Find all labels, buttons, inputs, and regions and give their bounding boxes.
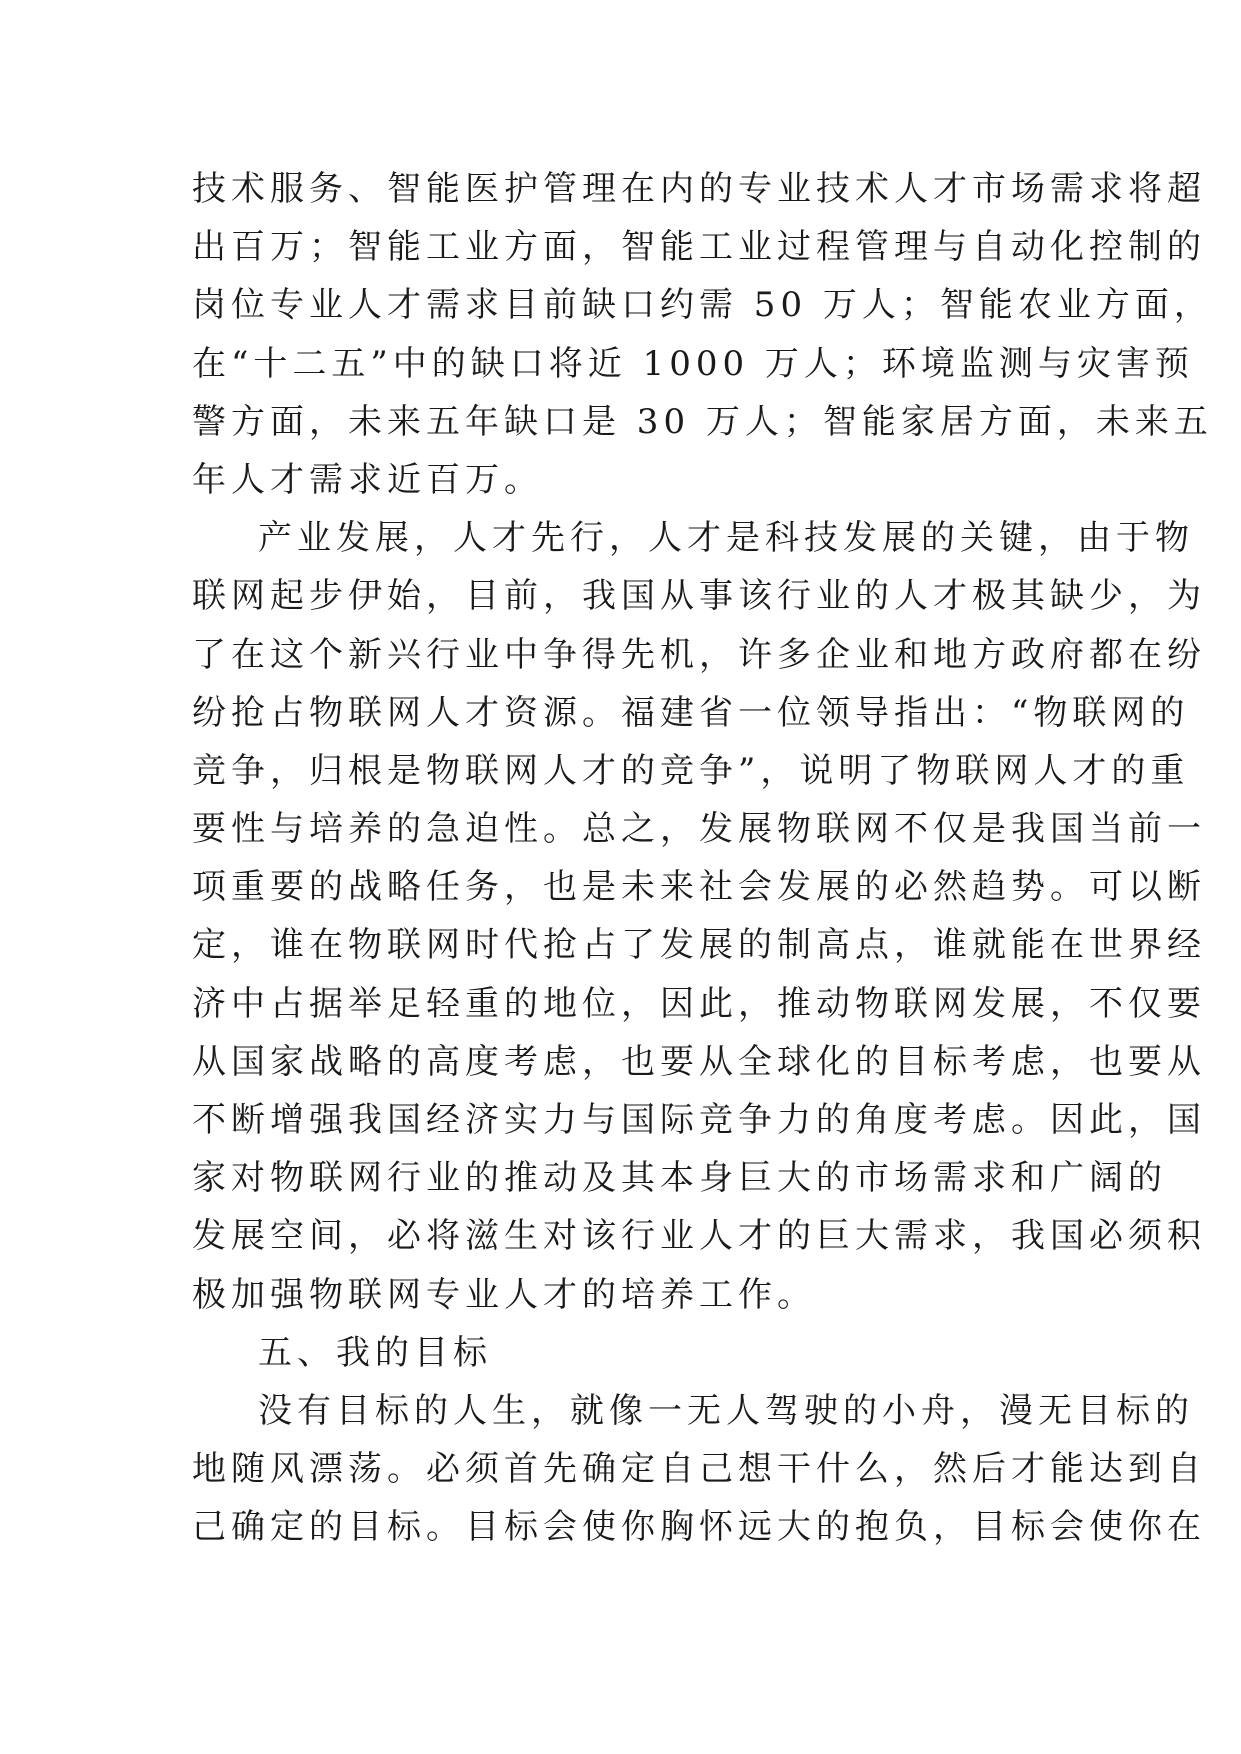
text-line: 警方面，未来五年缺口是 30 万人；智能家居方面，未来五: [192, 401, 1213, 442]
text-line: 己确定的目标。目标会使你胸怀远大的抱负，目标会使你在: [192, 1507, 1206, 1548]
text-line: 技术服务、智能医护管理在内的专业技术人才市场需求将超: [192, 169, 1206, 209]
paragraph-first-line: 五、我的目标: [258, 1332, 492, 1373]
text-line: 定，谁在物联网时代抢占了发展的制高点，谁就能在世界经: [192, 925, 1206, 966]
text-line: 极加强物联网专业人才的培养工作。: [192, 1274, 816, 1315]
text-line: 出百万；智能工业方面，智能工业过程管理与自动化控制的: [192, 227, 1206, 268]
paragraph-first-line: 产业发展，人才先行，人才是科技发展的关键，由于物: [258, 518, 1194, 559]
paragraph-first-line: 没有目标的人生，就像一无人驾驶的小舟，漫无目标的: [258, 1390, 1194, 1431]
text-line: 岗位专业人才需求目前缺口约需 50 万人；智能农业方面，: [192, 285, 1213, 326]
text-line: 要性与培养的急迫性。总之，发展物联网不仅是我国当前一: [192, 809, 1206, 850]
text-line: 地随风漂荡。必须首先确定自己想干什么，然后才能达到自: [192, 1449, 1206, 1490]
text-line: 联网起步伊始，目前，我国从事该行业的人才极其缺少，为: [192, 576, 1206, 617]
text-line: 发展空间，必将滋生对该行业人才的巨大需求，我国必须积: [192, 1216, 1206, 1257]
text-line: 家对物联网行业的推动及其本身巨大的市场需求和广阔的: [192, 1158, 1167, 1199]
body-text: [192, 160, 1213, 1557]
text-line: 了在这个新兴行业中争得先机，许多企业和地方政府都在纷: [192, 634, 1206, 675]
text-line: 年人才需求近百万。: [192, 459, 543, 500]
text-line: 项重要的战略任务，也是未来社会发展的必然趋势。可以断: [192, 867, 1206, 908]
text-line: 竞争，归根是物联网人才的竞争”，说明了物联网人才的重: [192, 750, 1190, 791]
text-line: 不断增强我国经济实力与国际竞争力的角度考虑。因此，国: [192, 1100, 1206, 1140]
text-line: 在“十二五”中的缺口将近 1000 万人；环境监测与灾害预: [192, 343, 1194, 384]
text-line: 纷抢占物联网人才资源。福建省一位领导指出：“物联网的: [192, 692, 1190, 733]
text-line: 济中占据举足轻重的地位，因此，推动物联网发展，不仅要: [192, 983, 1206, 1024]
text-line: 从国家战略的高度考虑，也要从全球化的目标考虑，也要从: [192, 1041, 1206, 1082]
